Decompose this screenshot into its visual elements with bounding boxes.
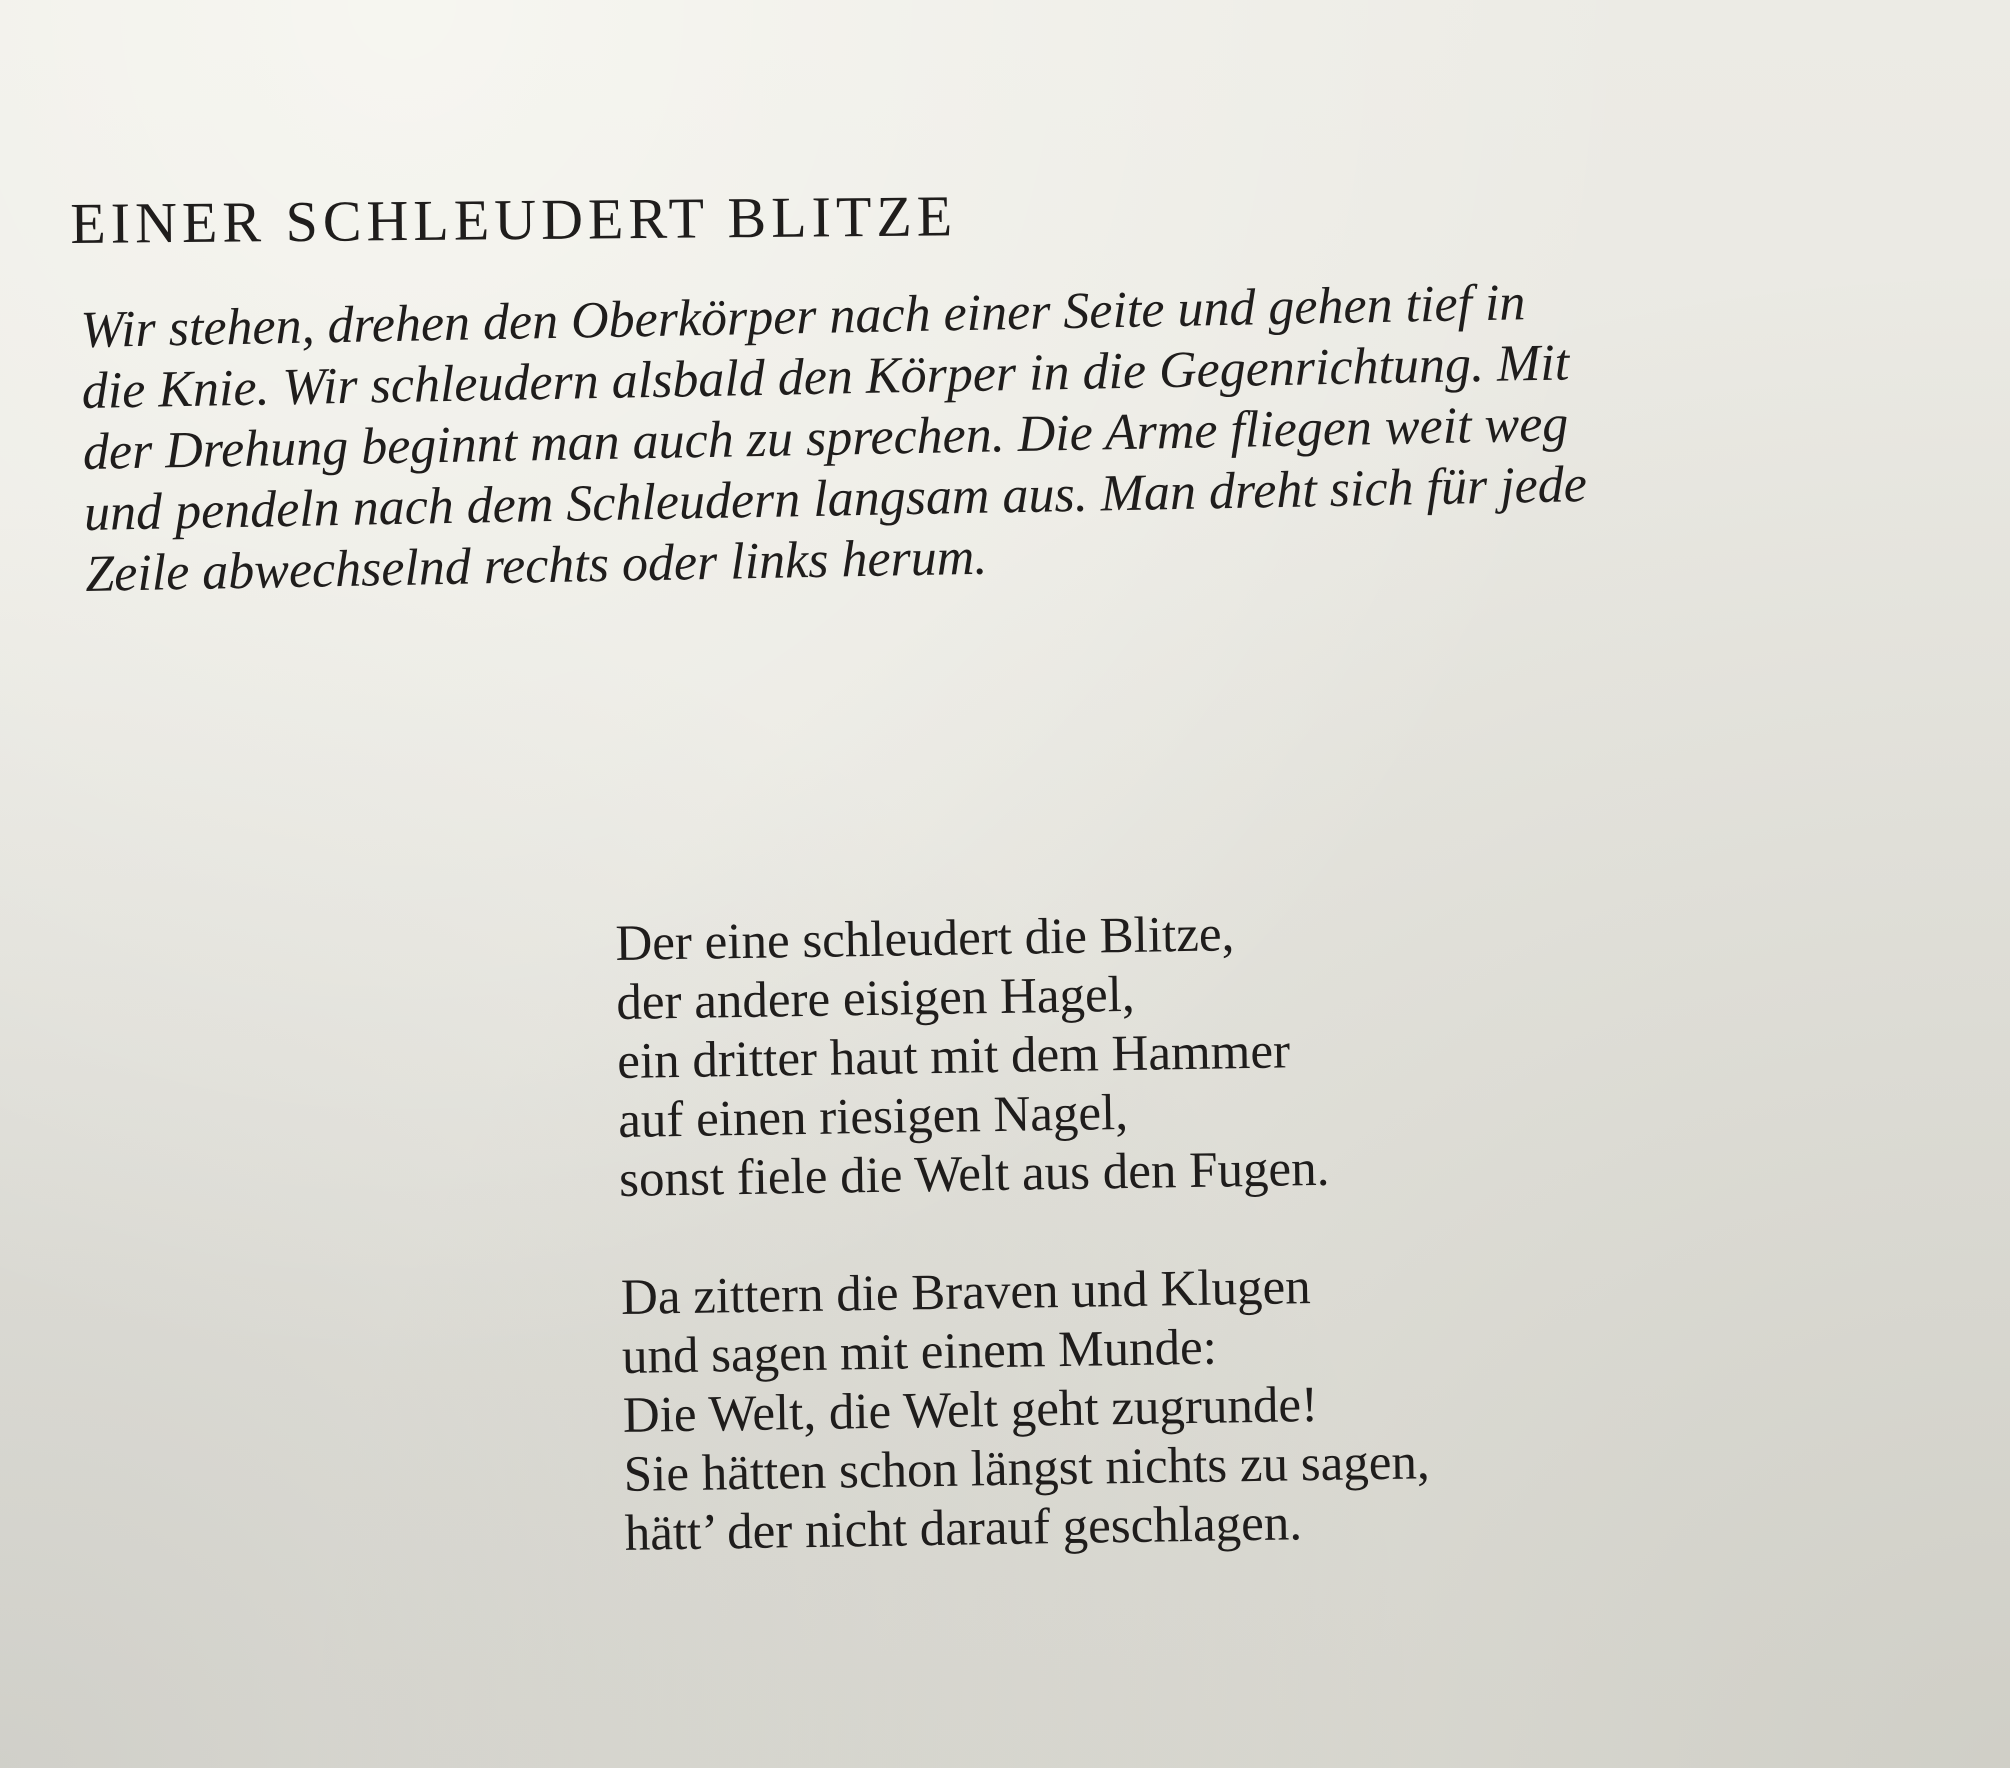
poem-stanza-2 [621, 1256, 1431, 1564]
poem-verse: Sie hätten schon längst nichts zu sagen, [623, 1434, 1431, 1503]
instructions-line: Zeile abwechselnd rechts oder links herum. [84, 528, 988, 603]
poem-verse: ein dritter haut mit dem Hammer [616, 1023, 1291, 1090]
poem-verse: hätt’ der nicht darauf geschlagen. [624, 1495, 1303, 1562]
poem-verse: sonst fiele die Welt aus den Fugen. [618, 1140, 1330, 1208]
page-title: EINER SCHLEUDERT BLITZE [70, 183, 958, 256]
instructions-line: und pendeln nach dem Schleudern langsam aus. Man dreht sich für jede [83, 456, 1588, 542]
poem [615, 902, 1432, 1623]
instructions-line: Wir stehen, drehen den Oberkörper nach einer Seite und gehen tief in [80, 274, 1526, 359]
poem-verse: Da zittern die Braven und Klugen [620, 1259, 1312, 1326]
poem-stanza-1 [615, 902, 1425, 1210]
instructions-line: der Drehung beginnt man auch zu sprechen. Die Arme fliegen weit weg [82, 395, 1569, 481]
instructions-paragraph [80, 267, 1786, 605]
poem-verse: der andere eisigen Hagel, [615, 966, 1136, 1031]
poem-verse: Der eine schleudert die Blitze, [615, 906, 1235, 972]
instructions-line: die Knie. Wir schleudern alsbald den Körper in die Gegenrichtung. Mit [81, 334, 1570, 420]
poem-verse: auf einen riesigen Nagel, [617, 1084, 1129, 1149]
poem-verse: Die Welt, die Welt geht zugrunde! [622, 1377, 1319, 1444]
poem-verse: und sagen mit einem Munde: [621, 1319, 1218, 1385]
